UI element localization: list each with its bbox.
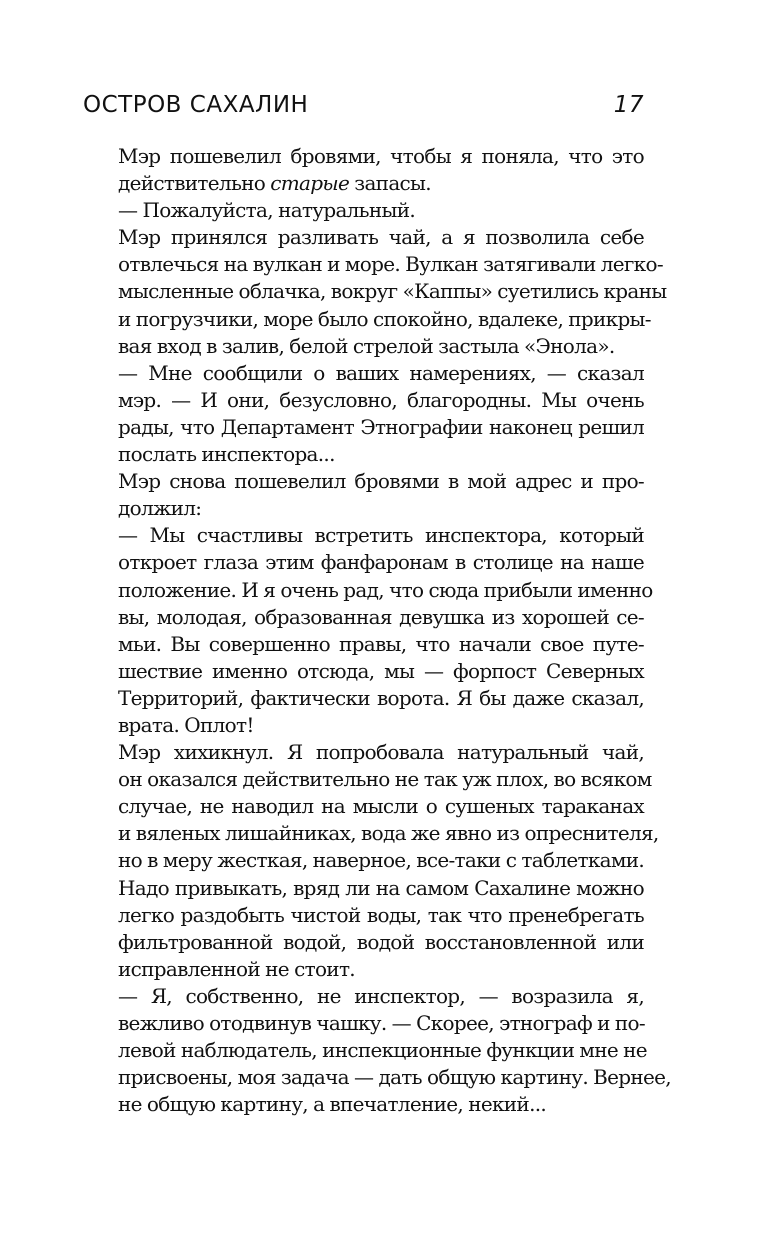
text-segment: Мэр снова пошевелил бровями в мой адрес и про- (118, 469, 644, 494)
body-text (83, 143, 671, 1118)
text-segment: мысленные облачка, вокруг «Каппы» суетились краны (118, 279, 667, 304)
text-segment: положение. И я очень рад, что сюда прибыли именно (118, 577, 653, 602)
text-line (83, 1064, 671, 1091)
text-segment: откроет глаза этим фанфаронам в столице на наше (118, 550, 644, 575)
text-segment: Мэр пошевелил бровями, чтобы я поняла, что это (118, 144, 644, 168)
text-line (83, 820, 659, 847)
text-line (83, 1037, 647, 1064)
text-line (83, 306, 651, 333)
text-segment: шествие именно отсюда, мы — форпост Северных (118, 658, 644, 683)
text-segment: запасы. (349, 171, 431, 196)
text-line (83, 251, 663, 278)
text-line (83, 712, 644, 739)
text-line (83, 387, 644, 414)
text-line (83, 685, 644, 712)
paragraph (83, 522, 653, 739)
italic-text: старые (270, 171, 350, 196)
text-line (83, 1091, 644, 1118)
text-line (83, 170, 644, 197)
page-number: 17 (613, 92, 644, 118)
text-line (83, 875, 644, 902)
text-segment: мэр. — И они, безусловно, благородны. Мы очень (118, 387, 644, 412)
text-line (83, 360, 644, 387)
text-line (83, 143, 644, 170)
paragraph (83, 224, 667, 359)
paragraph (83, 739, 659, 983)
text-segment: левой наблюдатель, инспекционные функции мне не (118, 1038, 647, 1063)
text-segment: вежливо отодвинув чашку. — Скорее, этнограф и по- (118, 1011, 645, 1035)
text-segment: врата. Оплот! (118, 712, 254, 737)
text-line (83, 847, 644, 874)
text-segment: он оказался действительно не так уж плох, во всяком (118, 767, 652, 792)
text-segment: присвоены, моя задача — дать общую картину. Вернее, (118, 1065, 671, 1090)
text-segment: случае, не наводил на мысли о сушеных тараканах (118, 794, 644, 819)
running-header (83, 92, 644, 126)
paragraph (83, 143, 644, 197)
text-segment: но в меру жесткая, наверное, все-таки с таблетками. (118, 848, 644, 873)
text-line (83, 197, 644, 224)
text-segment: исправленной не стоит. (118, 956, 355, 981)
text-line (83, 766, 652, 793)
text-segment: Мэр принялся разливать чай, а я позволила себе (118, 225, 644, 250)
text-line (83, 414, 644, 441)
text-line (83, 549, 644, 576)
text-segment: и погрузчики, море было спокойно, вдалеке, прикры- (118, 306, 651, 331)
text-segment: вы, молодая, образованная девушка из хорошей се- (118, 604, 644, 629)
text-segment: рады, что Департамент Этнографии наконец решил (118, 414, 644, 439)
paragraph (83, 197, 644, 224)
text-line (83, 1010, 644, 1037)
text-line (83, 495, 644, 522)
text-line (83, 793, 644, 820)
text-line (83, 956, 644, 983)
text-segment: послать инспектора... (118, 442, 335, 467)
text-line (83, 577, 653, 604)
paragraph (83, 468, 644, 522)
text-segment: вая вход в залив, белой стрелой застыла «Энола». (118, 333, 615, 358)
text-line (83, 522, 644, 549)
text-line (83, 929, 644, 956)
text-line (83, 441, 644, 468)
text-segment: должил: (118, 496, 202, 521)
text-line (83, 631, 644, 658)
text-line (83, 604, 644, 631)
text-line (83, 983, 644, 1010)
text-segment: Территорий, фактически ворота. Я бы даже сказал, (118, 685, 644, 710)
text-line (83, 278, 667, 305)
text-line (83, 333, 644, 360)
text-segment: — Мы счастливы встретить инспектора, который (118, 523, 644, 548)
text-segment: — Мне сообщили о ваших намерениях, — сказал (118, 360, 644, 385)
text-segment: легко раздобыть чистой воды, так что пренебрегать (118, 902, 644, 927)
text-segment: мьи. Вы совершенно правы, что начали свое путе- (118, 631, 644, 656)
text-segment: фильтрованной водой, водой восстановленной или (118, 929, 644, 954)
paragraph (83, 983, 671, 1118)
text-segment: отвлечься на вулкан и море. Вулкан затягивали легко- (118, 252, 663, 277)
text-segment: — Пожалуйста, натуральный. (118, 198, 416, 223)
text-line (83, 658, 644, 685)
running-title: ОСТРОВ САХАЛИН (83, 92, 309, 118)
text-segment: и вяленых лишайниках, вода же явно из опреснителя, (118, 821, 659, 846)
text-line (83, 224, 644, 251)
text-line (83, 739, 644, 766)
text-line (83, 902, 644, 929)
text-line (83, 468, 644, 495)
text-segment: не общую картину, а впечатление, некий... (118, 1092, 547, 1117)
text-segment: действительно (118, 171, 271, 196)
paragraph (83, 360, 644, 468)
text-segment: Надо привыкать, вряд ли на самом Сахалине можно (118, 875, 644, 900)
text-segment: — Я, собственно, не инспектор, — возразила я, (118, 983, 644, 1008)
text-segment: Мэр хихикнул. Я попробовала натуральный чай, (118, 740, 644, 765)
